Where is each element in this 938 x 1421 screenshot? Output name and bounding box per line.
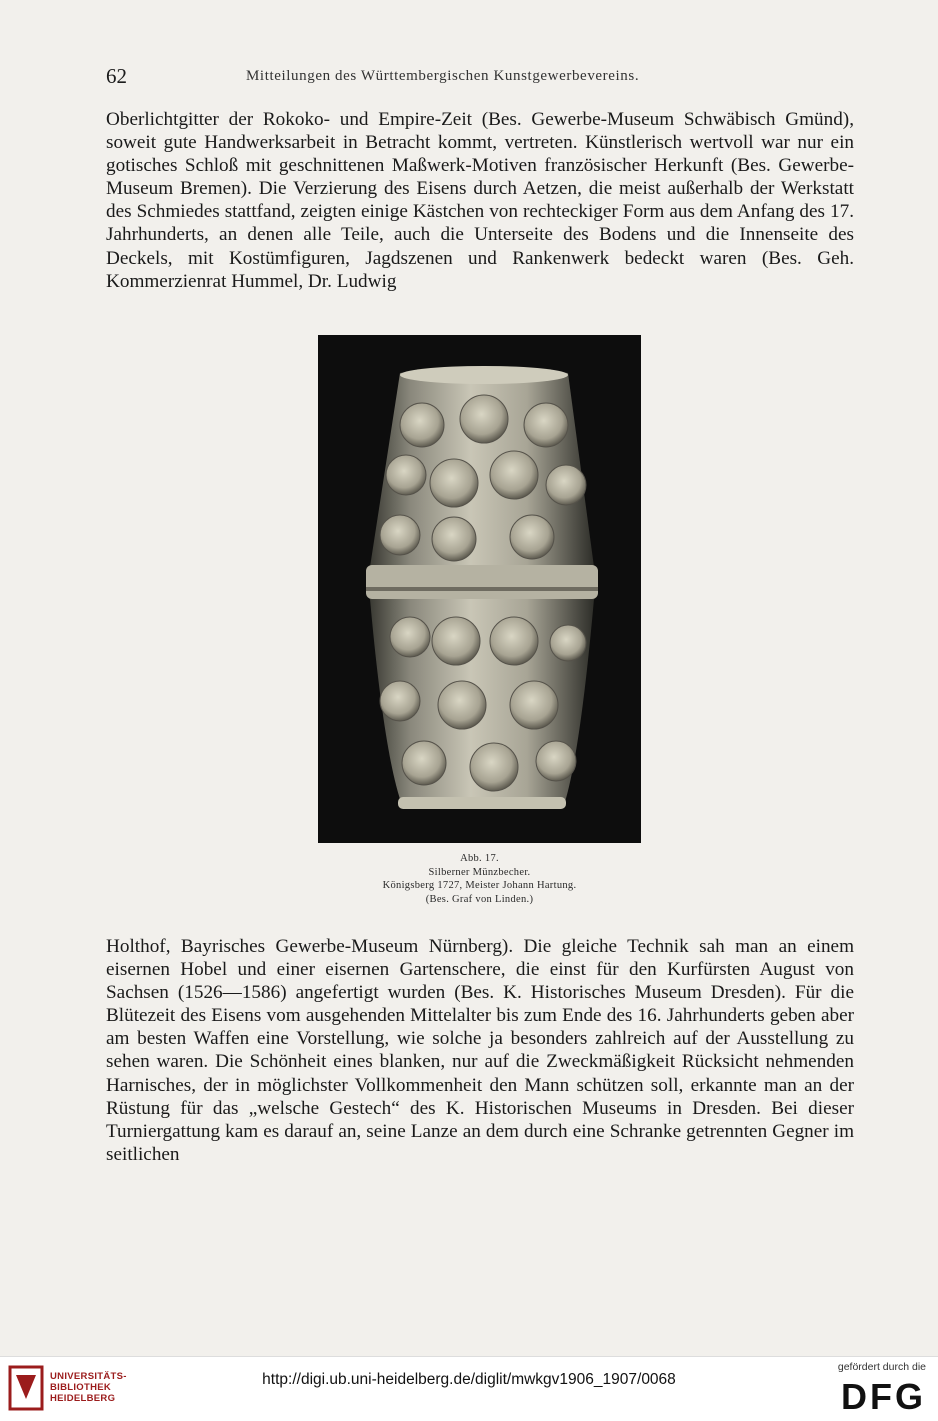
library-line-1: UNIVERSITÄTS- (50, 1371, 127, 1382)
figure-caption (318, 852, 641, 906)
coin-beaker-illustration (318, 335, 641, 843)
journal-title: Mitteilungen des Württembergischen Kunstgewerbevereins. (246, 68, 640, 84)
figure-owner: (Bes. Graf von Linden.) (425, 893, 534, 905)
figure-coin-beaker (318, 335, 641, 843)
footer-bar (0, 1356, 938, 1421)
figure-label: Abb. 17. (460, 853, 499, 864)
library-line-3: HEIDELBERG (50, 1393, 116, 1404)
source-url-link[interactable]: http://digi.ub.uni-heidelberg.de/diglit/mwkgv1906_1907/0068 (262, 1371, 676, 1388)
library-line-2: BIBLIOTHEK (50, 1382, 112, 1393)
body-paragraph-top: Oberlichtgitter der Rokoko- und Empire-Zeit (Bes. Gewerbe-Museum Schwäbisch Gmünd), soweit gute Handwerksarbeit in Betracht kommt, vertreten. Künstlerisch wertvoll war nur ein gotisches Schloß mit geschnittenen Maßwerk-Motiven französischer Herkunft (Bes. Gewerbe-Museum Bremen). Die Verzierung des Eisens durch Aetzen, die meist außerhalb der Werkstatt des Schmiedes stattfand, zeigten einige Kästchen von rechteckiger Form aus dem Anfang des 17. Jahrhunderts, an denen alle Teile, auch die Unterseite des Bodens und die Innenseite des Deckels, mit Kostümfiguren, Jagdszenen und Rankenwerk bedeckt waren (Bes. Geh. Kommerzienrat Hummel, Dr. Ludwig (106, 109, 854, 292)
page-number: 62 (106, 64, 127, 88)
dfg-logo: DFG (841, 1376, 926, 1417)
funding-note: gefördert durch die (837, 1361, 926, 1373)
figure-title: Silberner Münzbecher. (428, 866, 531, 878)
body-paragraph-bottom: Holthof, Bayrisches Gewerbe-Museum Nürnberg). Die gleiche Technik sah man an einem eisernen Hobel und einer eisernen Gartenschere, die einst für den Kurfürsten August von Sachsen (1526—1586) angefertigt wurden (Bes. K. Historisches Museum Dresden). Für die Blütezeit des Eisens vom ausgehenden Mittelalter bis zum Ende des 16. Jahrhunderts geben aber am besten Waffen eine Vorstellung, wie solche ja besonders zahlreich auf der Ausstellung zu sehen waren. Die Schönheit eines blanken, nur auf die Zweckmäßigkeit Rücksicht nehmenden Harnisches, der in möglichster Vollkommenheit den Mann schützen soll, erkannte man an der Rüstung für das „welsche Gestech“ des K. Historischen Museums in Dresden. Bei dieser Turniergattung kam es darauf an, seine Lanze an dem durch eine Schranke getrennten Gegner im seitlichen (106, 936, 854, 1165)
running-head (106, 64, 854, 90)
figure-origin: Königsberg 1727, Meister Johann Hartung. (382, 880, 577, 891)
